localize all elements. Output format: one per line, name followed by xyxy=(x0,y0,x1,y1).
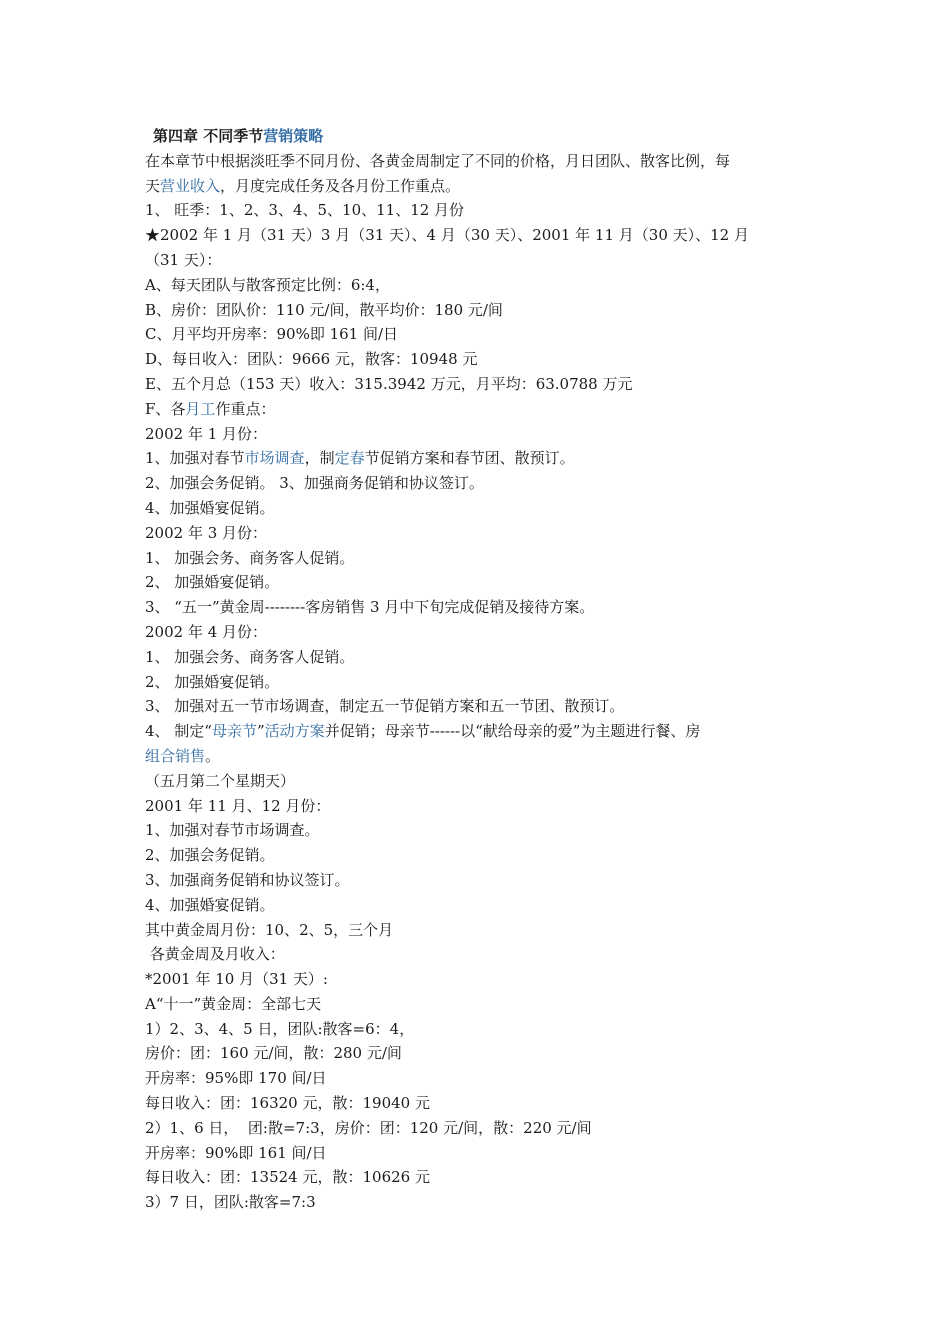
chapter-title-text: 第四章 不同季节 xyxy=(153,127,264,145)
golden-income-heading: 各黄金周及月收入： xyxy=(145,945,285,964)
apr-item-text: 并促销；母亲节------以“献给母亲的爱”为主题进行餐、房 xyxy=(324,722,701,741)
apr-item-4-cont xyxy=(145,744,805,769)
period-2-line: 2）1、6 日， 团:散=7:3，房价：团：120 元/间，散：220 元/间 xyxy=(145,1118,592,1137)
novdec-item-1: 1、加强对春节市场调查。 xyxy=(145,821,320,840)
activity-plan-link[interactable]: 活动方案 xyxy=(264,722,325,741)
apr-item-3: 3、 加强对五一节市场调查，制定五一节促销方案和五一节团、散预订。 xyxy=(145,697,625,716)
peak-item-b: B、房价：团队价：110 元/间，散平均价：180 元/间 xyxy=(145,300,503,319)
mar-item-1: 1、 加强会务、商务客人促销。 xyxy=(145,548,355,567)
period-1-rate: 开房率：95%即 170 间/日 xyxy=(145,1069,327,1088)
peak-item-c: C、月平均开房率：90%即 161 间/日 xyxy=(145,325,399,344)
peak-months-line-1: ★2002 年 1 月（31 天）3 月（31 天）、4 月（30 天）、2001 年 11 月（30 天）、12 月 xyxy=(145,226,749,245)
novdec-item-4: 4、加强婚宴促销。 xyxy=(145,895,275,914)
peak-season-heading: 1、 旺季：1、2、3、4、5、10、11、12 月份 xyxy=(145,201,465,220)
combo-sales-link[interactable]: 组合销售 xyxy=(145,746,206,765)
apr-item-1: 1、 加强会务、商务客人促销。 xyxy=(145,647,355,666)
market-survey-link[interactable]: 市场调查 xyxy=(244,449,305,468)
period-1-income: 每日收入：团：16320 元，散：19040 元 xyxy=(145,1094,430,1113)
peak-months-line-2: （31 天）： xyxy=(145,250,222,269)
period-2-income: 每日收入：团：13524 元，散：10626 元 xyxy=(145,1168,430,1187)
period-3-line: 3）7 日，团队:散客=7:3 xyxy=(145,1193,316,1212)
peak-item-e: E、五个月总（153 天）收入：315.3942 万元，月平均：63.0788 万元 xyxy=(145,374,633,393)
peak-item-a: A、每天团队与散客预定比例：6:4， xyxy=(145,275,390,294)
intro-line-1: 在本章节中根据淡旺季不同月份、各黄金周制定了不同的价格，月日团队、散客比例，每 xyxy=(145,151,731,170)
jan-item-4: 4、加强婚宴促销。 xyxy=(145,498,275,517)
jan-heading: 2002 年 1 月份： xyxy=(145,424,268,443)
apr-heading: 2002 年 4 月份： xyxy=(145,622,268,641)
peak-item-f-text: 作重点： xyxy=(215,399,276,418)
mar-item-3: 3、 “五一”黄金周--------客房销售 3 月中下旬完成促销及接待方案。 xyxy=(145,598,595,617)
oct-heading: *2001 年 10 月（31 天）: xyxy=(145,970,328,989)
jan-item-text: ，制 xyxy=(304,449,335,468)
golden-week-months: 其中黄金周月份：10、2、5，三个月 xyxy=(145,920,394,939)
apr-note: （五月第二个星期天） xyxy=(145,771,296,790)
novdec-item-3: 3、加强商务促销和协议签订。 xyxy=(145,870,350,889)
novdec-heading: 2001 年 11 月、12 月份： xyxy=(145,796,331,815)
jan-item-text: 节促销方案和春节团、散预订。 xyxy=(364,449,575,468)
golden-week-heading: A“十一”黄金周：全部七天 xyxy=(145,994,322,1013)
period-1-price: 房价：团：160 元/间，散：280 元/间 xyxy=(145,1044,402,1063)
period-1-line: 1）2、3、4、5 日，团队:散客=6：4， xyxy=(145,1019,415,1038)
business-income-link[interactable]: 营业收入 xyxy=(160,176,221,195)
peak-item-f xyxy=(145,397,805,422)
jan-item-2: 2、加强会务促销。 3、加强商务促销和协议签订。 xyxy=(145,474,484,493)
novdec-item-2: 2、加强会务促销。 xyxy=(145,846,275,865)
document-page xyxy=(145,124,805,1215)
spring-festival-link[interactable]: 定春 xyxy=(334,449,365,468)
apr-item-4 xyxy=(145,719,805,744)
peak-item-d: D、每日收入：团队：9666 元，散客：10948 元 xyxy=(145,350,478,369)
period-2-rate: 开房率：90%即 161 间/日 xyxy=(145,1143,327,1162)
monthly-work-link[interactable]: 月工 xyxy=(185,399,216,418)
peak-item-f-text: F、各 xyxy=(145,399,186,418)
intro-text: ，月度完成任务及各月份工作重点。 xyxy=(220,176,461,195)
mothers-day-link[interactable]: 母亲节 xyxy=(211,722,257,741)
apr-item-text: 。 xyxy=(205,746,221,765)
apr-item-text: 4、 制定“ xyxy=(145,722,212,741)
mar-heading: 2002 年 3 月份： xyxy=(145,523,268,542)
jan-item-1 xyxy=(145,446,805,471)
mar-item-2: 2、 加强婚宴促销。 xyxy=(145,573,280,592)
apr-item-text: ” xyxy=(257,722,265,741)
intro-line-2 xyxy=(145,174,805,199)
apr-item-2: 2、 加强婚宴促销。 xyxy=(145,672,280,691)
jan-item-text: 1、加强对春节 xyxy=(145,449,245,468)
intro-text: 天 xyxy=(145,176,161,195)
marketing-strategy-link[interactable]: 营销策略 xyxy=(263,127,324,145)
chapter-title xyxy=(145,124,805,149)
